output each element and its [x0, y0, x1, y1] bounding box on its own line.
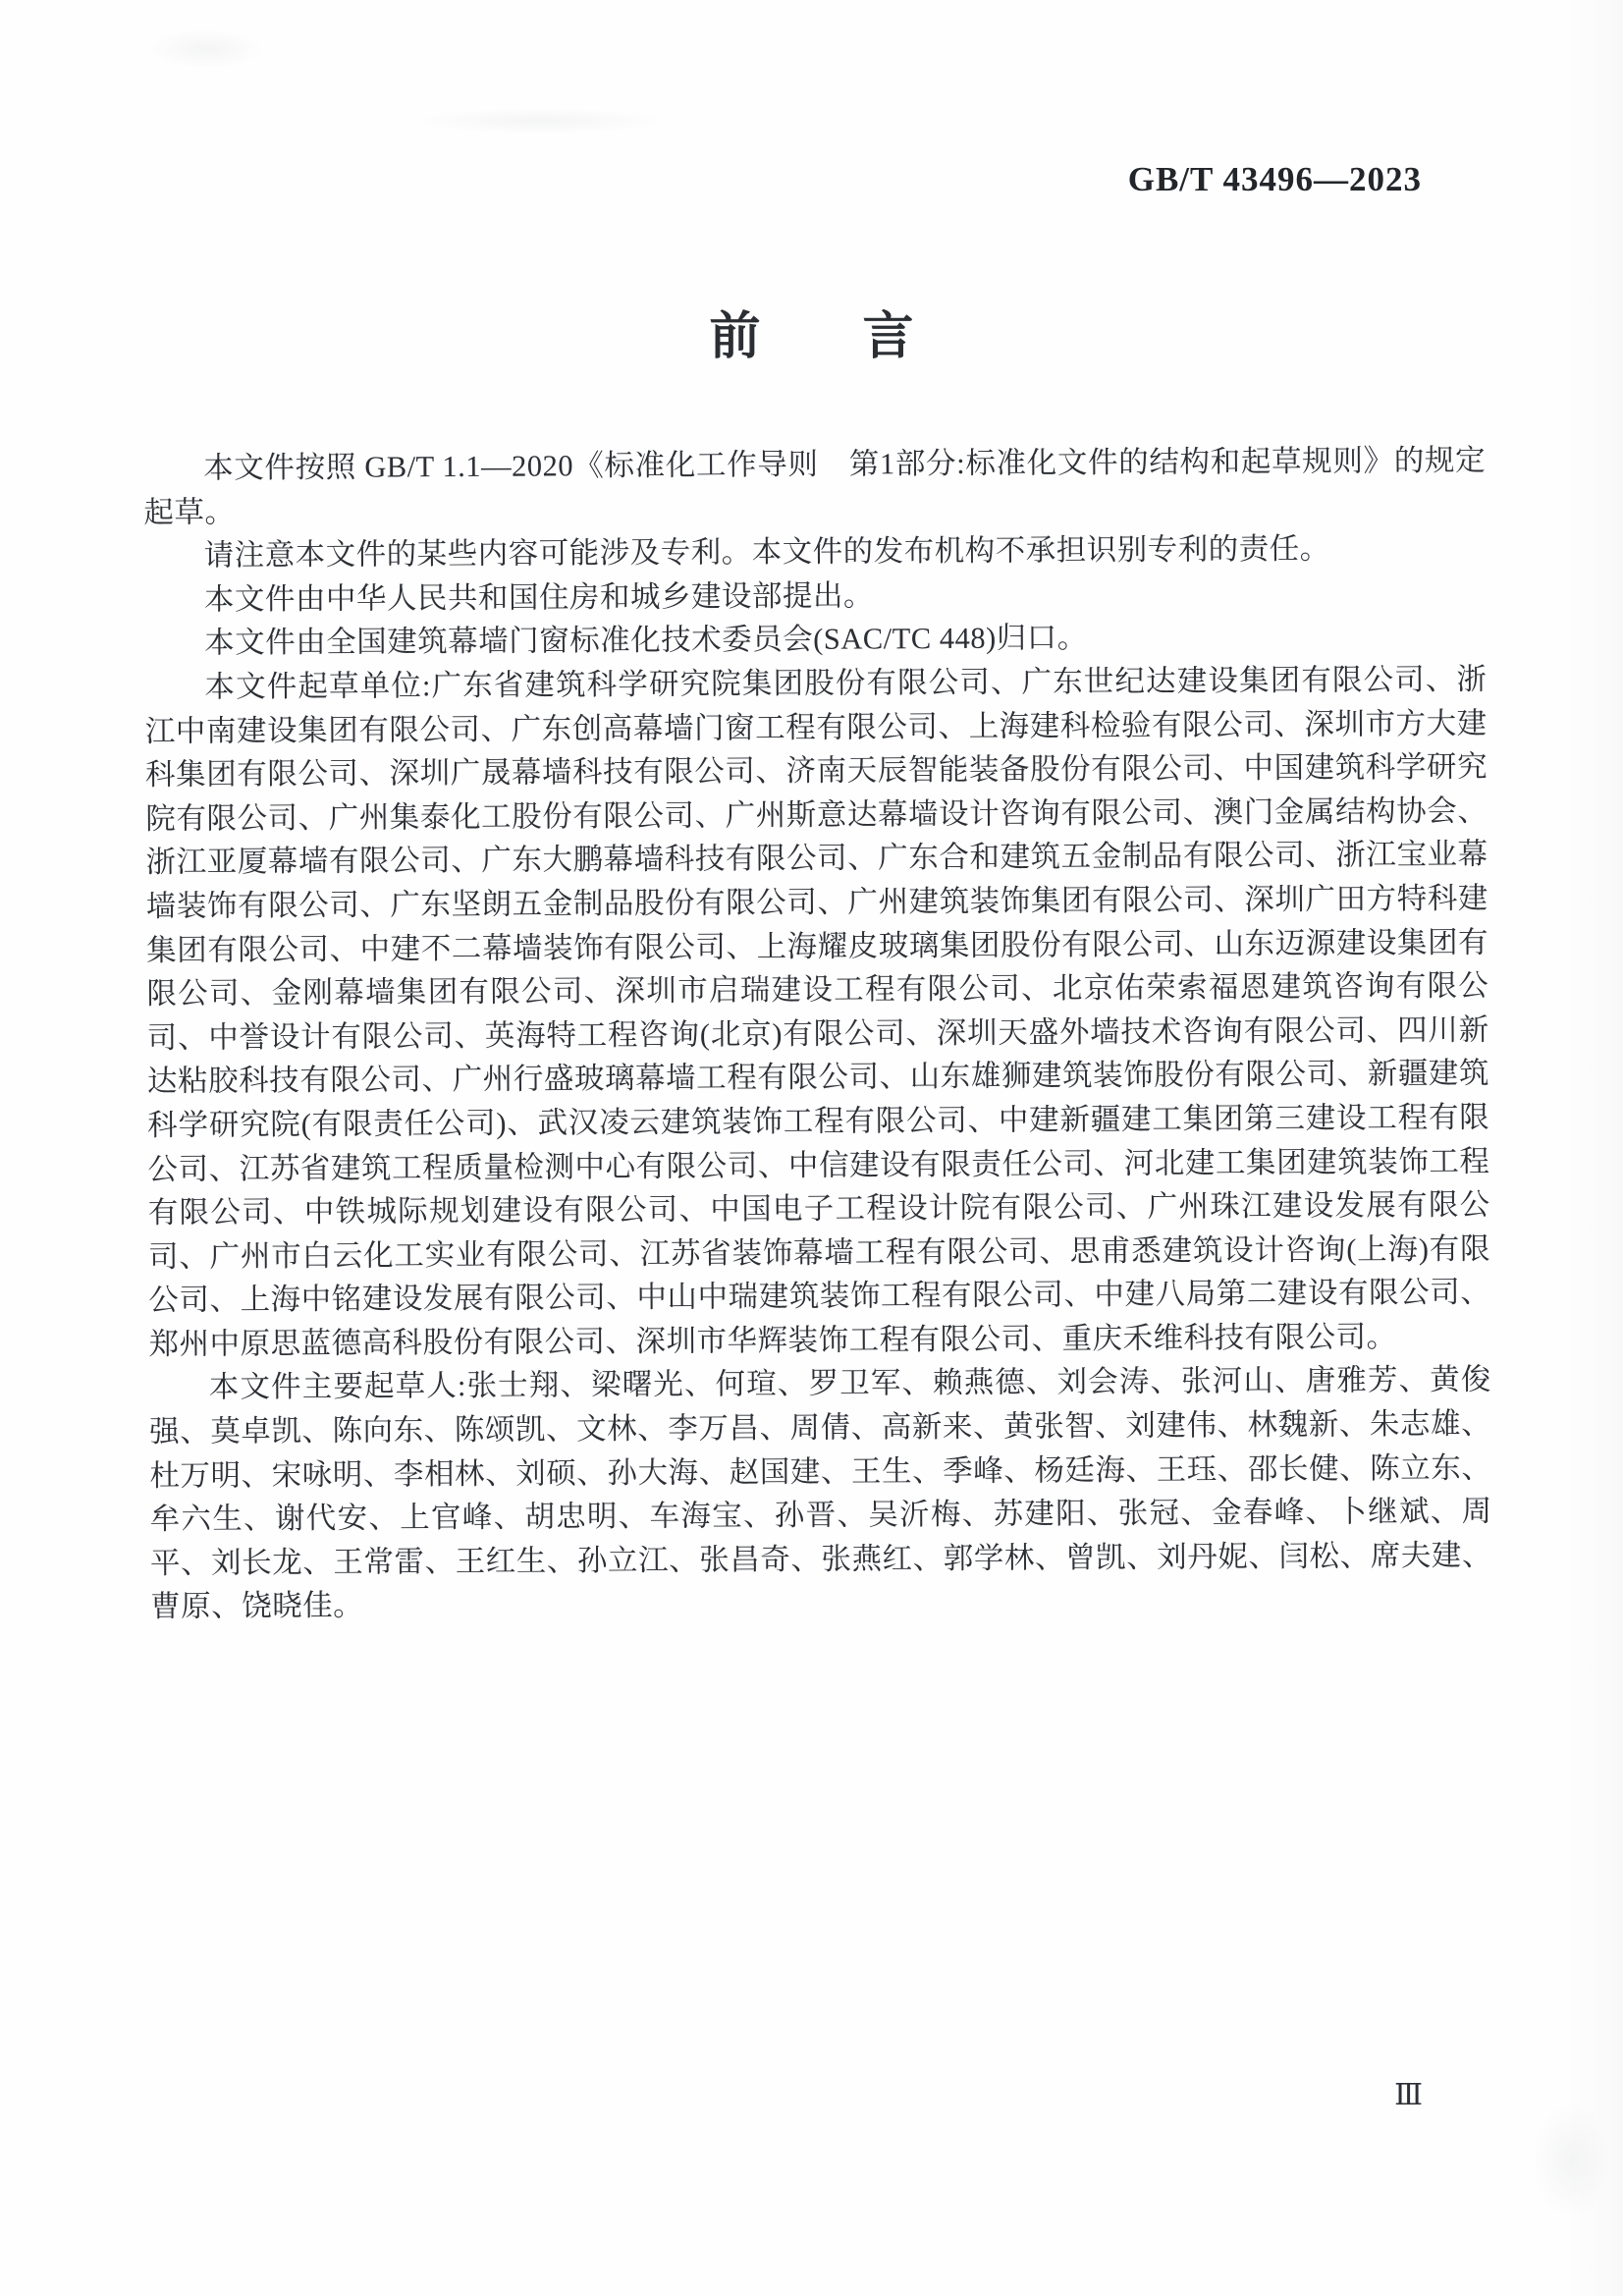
paragraph-proposed-by: 本文件由中华人民共和国住房和城乡建设部提出。 [203, 578, 875, 617]
paragraph-drafting-organizations: 本文件起草单位:广东省建筑科学研究院集团股份有限公司、广东世纪达建设集团有限公司、浙江中南建设集团有限公司、广东创高幕墙门窗工程有限公司、上海建科检验有限公司、深圳市方大建科集团有限公司、深圳广晟幕墙科技有限公司、济南天辰智能装备股份有限公司、中国建筑科学研究院有限公司、广州集泰化工股份有限公司、广州斯意达幕墙设计咨询有限公司、澳门金属结构协会、浙江亚厦幕墙有限公司、广东大鹏幕墙科技有限公司、广东合和建筑五金制品有限公司、浙江宝业幕墙装饰有限公司、广东坚朗五金制品股份有限公司、广州建筑装饰集团有限公司、深圳广田方特科建集团有限公司、中建不二幕墙装饰有限公司、上海耀皮玻璃集团股份有限公司、山东迈源建设集团有限公司、金刚幕墙集团有限公司、深圳市启瑞建设工程有限公司、北京佑荣索福恩建筑咨询有限公司、中誉设计有限公司、英海特工程咨询(北京)有限公司、深圳天盛外墙技术咨询有限公司、四川新达粘胶科技有限公司、广州行盛玻璃幕墙工程有限公司、山东雄狮建筑装饰股份有限公司、新疆建筑科学研究院(有限责任公司)、武汉凌云建筑装饰工程有限公司、中建新疆建工集团第三建设工程有限公司、江苏省建筑工程质量检测中心有限公司、中信建设有限责任公司、河北建工集团建筑装饰工程有限公司、中铁城际规划建设有限公司、中国电子工程设计院有限公司、广州珠江建设发展有限公司、广州市白云化工实业有限公司、江苏省装饰幕墙工程有限公司、思甫悉建筑设计咨询(上海)有限公司、上海中铭建设发展有限公司、中山中瑞建筑装饰工程有限公司、中建八局第二建设有限公司、郑州中原思蓝德高科股份有限公司、深圳市华辉装饰工程有限公司、重庆禾维科技有限公司。 [144, 662, 1491, 1361]
page-title [0, 295, 1623, 368]
standard-code: GB/T 43496—2023 [1127, 160, 1422, 198]
paragraph-centralized-by: 本文件由全国建筑幕墙门窗标准化技术委员会(SAC/TC 448)归口。 [204, 621, 1088, 660]
scan-smudge [147, 29, 265, 69]
page-title-char-1: 前 [709, 308, 761, 365]
paragraph-main-drafters: 本文件主要起草人:张士翔、梁曙光、何瑄、罗卫军、赖燕德、刘会涛、张河山、唐雅芳、黄俊强、莫卓凯、陈向东、陈颂凯、文林、李万昌、周倩、高新来、黄张智、刘建伟、林魏新、朱志雄、杜万明、宋咏明、李相林、刘硕、孙大海、赵国建、王生、季峰、杨廷海、王珏、邵长健、陈立东、牟六生、谢代安、上官峰、胡忠明、车海宝、孙晋、吴沂梅、苏建阳、张冠、金春峰、卜继斌、周平、刘长龙、王常雷、王红生、孙立江、张昌奇、张燕红、郭学林、曾凯、刘丹妮、闫松、席夫建、曹原、饶晓佳。 [149, 1363, 1493, 1624]
scan-smudge [412, 108, 668, 134]
page-number: Ⅲ [1394, 2079, 1423, 2111]
document-body [143, 439, 1492, 1629]
paragraph-drafting-rule: 本文件按照 GB/T 1.1—2020《标准化工作导则 第1部分:标准化文件的结构和起草规则》的规定起草。 [143, 443, 1487, 529]
paragraph-patent-notice: 请注意本文件的某些内容可能涉及专利。本文件的发布机构不承担识别专利的责任。 [203, 531, 1330, 573]
scan-smudge [1532, 2102, 1610, 2219]
page-title-char-2: 言 [862, 308, 914, 365]
